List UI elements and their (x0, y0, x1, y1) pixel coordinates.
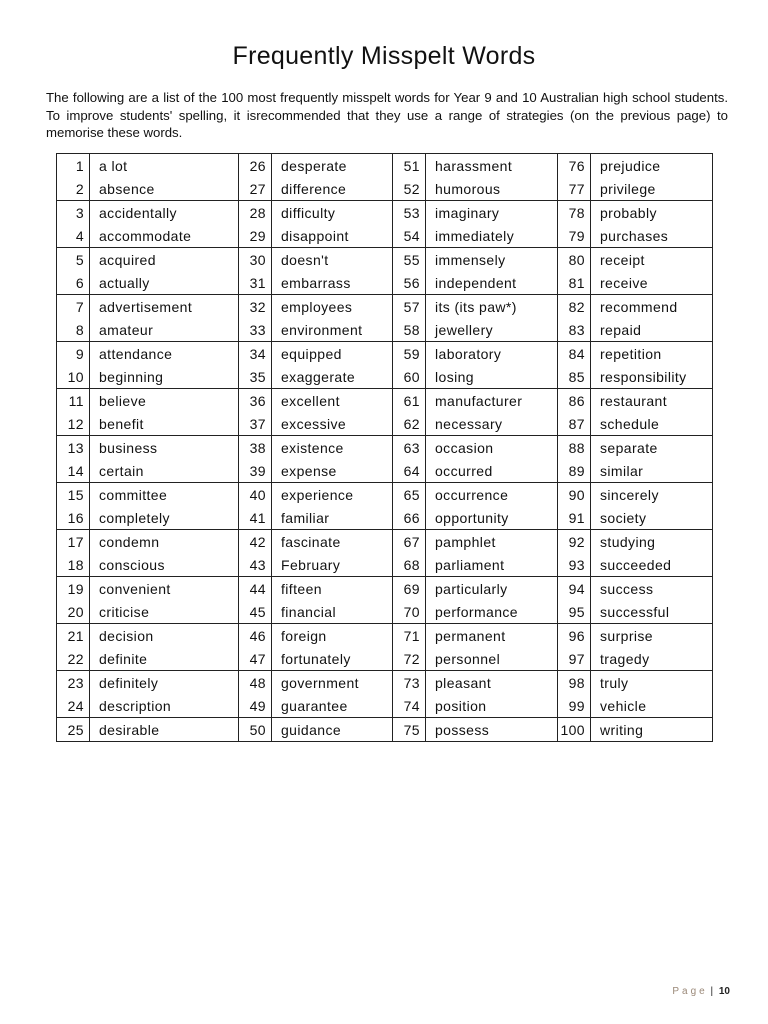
table-row (57, 342, 713, 366)
word-cell: writing (591, 718, 713, 742)
word-cell: successful (591, 600, 713, 624)
word-cell: business (90, 436, 239, 460)
word-cell: vehicle (591, 694, 713, 718)
word-cell: completely (90, 506, 239, 530)
table-row (57, 647, 713, 671)
word-cell: studying (591, 530, 713, 554)
word-number: 35 (239, 365, 272, 389)
word-cell: occurred (426, 459, 558, 483)
word-number: 22 (57, 647, 90, 671)
word-number: 3 (57, 201, 90, 225)
table-row (57, 224, 713, 248)
word-number: 12 (57, 412, 90, 436)
word-cell: receipt (591, 248, 713, 272)
table-row (57, 248, 713, 272)
word-cell: fascinate (272, 530, 393, 554)
word-number: 96 (558, 624, 591, 648)
word-number: 29 (239, 224, 272, 248)
word-number: 2 (57, 177, 90, 201)
word-number: 7 (57, 295, 90, 319)
word-number: 18 (57, 553, 90, 577)
word-cell: responsibility (591, 365, 713, 389)
word-cell: convenient (90, 577, 239, 601)
word-number: 26 (239, 154, 272, 178)
table-row (57, 624, 713, 648)
word-cell: immensely (426, 248, 558, 272)
word-number: 58 (393, 318, 426, 342)
table-row (57, 201, 713, 225)
word-number: 14 (57, 459, 90, 483)
word-number: 69 (393, 577, 426, 601)
word-number: 94 (558, 577, 591, 601)
word-cell: losing (426, 365, 558, 389)
table-body (57, 154, 713, 742)
word-number: 56 (393, 271, 426, 295)
word-cell: difference (272, 177, 393, 201)
word-cell: accommodate (90, 224, 239, 248)
word-number: 46 (239, 624, 272, 648)
word-cell: similar (591, 459, 713, 483)
word-cell: purchases (591, 224, 713, 248)
word-cell: criticise (90, 600, 239, 624)
table-row (57, 694, 713, 718)
word-number: 16 (57, 506, 90, 530)
word-cell: guidance (272, 718, 393, 742)
word-cell: definite (90, 647, 239, 671)
word-number: 1 (57, 154, 90, 178)
word-number: 19 (57, 577, 90, 601)
word-number: 33 (239, 318, 272, 342)
word-cell: accidentally (90, 201, 239, 225)
table-row (57, 389, 713, 413)
word-cell: tragedy (591, 647, 713, 671)
word-number: 42 (239, 530, 272, 554)
word-cell: immediately (426, 224, 558, 248)
word-cell: guarantee (272, 694, 393, 718)
word-number: 53 (393, 201, 426, 225)
word-number: 11 (57, 389, 90, 413)
word-number: 97 (558, 647, 591, 671)
word-number: 64 (393, 459, 426, 483)
word-cell: existence (272, 436, 393, 460)
word-number: 45 (239, 600, 272, 624)
word-cell: description (90, 694, 239, 718)
word-number: 72 (393, 647, 426, 671)
word-cell: certain (90, 459, 239, 483)
word-cell: independent (426, 271, 558, 295)
word-cell: environment (272, 318, 393, 342)
word-number: 4 (57, 224, 90, 248)
word-number: 73 (393, 671, 426, 695)
word-number: 40 (239, 483, 272, 507)
word-number: 34 (239, 342, 272, 366)
word-cell: its (its paw*) (426, 295, 558, 319)
table-row (57, 365, 713, 389)
word-number: 50 (239, 718, 272, 742)
word-cell: desirable (90, 718, 239, 742)
word-number: 31 (239, 271, 272, 295)
word-number: 9 (57, 342, 90, 366)
word-number: 75 (393, 718, 426, 742)
word-cell: fortunately (272, 647, 393, 671)
table-row (57, 177, 713, 201)
word-cell: advertisement (90, 295, 239, 319)
word-cell: surprise (591, 624, 713, 648)
table-row (57, 412, 713, 436)
word-number: 39 (239, 459, 272, 483)
page-label: Page (672, 986, 708, 997)
word-number: 10 (57, 365, 90, 389)
word-cell: benefit (90, 412, 239, 436)
word-cell: absence (90, 177, 239, 201)
word-cell: disappoint (272, 224, 393, 248)
word-cell: pleasant (426, 671, 558, 695)
word-cell: performance (426, 600, 558, 624)
word-number: 90 (558, 483, 591, 507)
word-number: 30 (239, 248, 272, 272)
word-cell: expense (272, 459, 393, 483)
word-number: 95 (558, 600, 591, 624)
word-cell: sincerely (591, 483, 713, 507)
intro-paragraph: The following are a list of the 100 most frequently misspelt words for Year 9 and 10 Australian high school students. To improve students' spelling, it isrecommended that they use a range of strategies (on the previous page) to memorise these words. (46, 90, 728, 140)
word-cell: jewellery (426, 318, 558, 342)
word-cell: personnel (426, 647, 558, 671)
page-number: 10 (718, 986, 730, 997)
word-cell: society (591, 506, 713, 530)
word-cell: believe (90, 389, 239, 413)
word-number: 91 (558, 506, 591, 530)
word-number: 85 (558, 365, 591, 389)
word-number: 49 (239, 694, 272, 718)
word-number: 20 (57, 600, 90, 624)
word-number: 54 (393, 224, 426, 248)
word-number: 99 (558, 694, 591, 718)
word-cell: foreign (272, 624, 393, 648)
word-cell: success (591, 577, 713, 601)
word-number: 89 (558, 459, 591, 483)
word-number: 83 (558, 318, 591, 342)
word-number: 100 (558, 718, 591, 742)
footer-separator: | (710, 986, 714, 997)
word-number: 32 (239, 295, 272, 319)
word-number: 57 (393, 295, 426, 319)
word-cell: restaurant (591, 389, 713, 413)
word-number: 51 (393, 154, 426, 178)
word-number: 79 (558, 224, 591, 248)
word-number: 41 (239, 506, 272, 530)
word-number: 59 (393, 342, 426, 366)
word-cell: excessive (272, 412, 393, 436)
table-row (57, 553, 713, 577)
word-cell: equipped (272, 342, 393, 366)
word-number: 15 (57, 483, 90, 507)
word-cell: exaggerate (272, 365, 393, 389)
word-cell: separate (591, 436, 713, 460)
word-number: 25 (57, 718, 90, 742)
table-row (57, 671, 713, 695)
word-cell: government (272, 671, 393, 695)
table-row (57, 318, 713, 342)
word-number: 48 (239, 671, 272, 695)
word-number: 27 (239, 177, 272, 201)
word-number: 60 (393, 365, 426, 389)
word-cell: possess (426, 718, 558, 742)
word-cell: decision (90, 624, 239, 648)
word-cell: imaginary (426, 201, 558, 225)
word-number: 47 (239, 647, 272, 671)
word-number: 74 (393, 694, 426, 718)
word-cell: receive (591, 271, 713, 295)
table-row (57, 436, 713, 460)
word-number: 13 (57, 436, 90, 460)
word-number: 77 (558, 177, 591, 201)
word-number: 86 (558, 389, 591, 413)
table-row (57, 506, 713, 530)
word-number: 44 (239, 577, 272, 601)
word-number: 21 (57, 624, 90, 648)
word-cell: repetition (591, 342, 713, 366)
table-row (57, 600, 713, 624)
word-number: 87 (558, 412, 591, 436)
word-number: 78 (558, 201, 591, 225)
word-number: 24 (57, 694, 90, 718)
table-row (57, 154, 713, 178)
word-cell: schedule (591, 412, 713, 436)
word-cell: recommend (591, 295, 713, 319)
word-cell: harassment (426, 154, 558, 178)
word-number: 23 (57, 671, 90, 695)
word-number: 71 (393, 624, 426, 648)
word-cell: manufacturer (426, 389, 558, 413)
word-number: 62 (393, 412, 426, 436)
word-cell: condemn (90, 530, 239, 554)
page-title: Frequently Misspelt Words (232, 42, 536, 70)
word-cell: actually (90, 271, 239, 295)
word-cell: laboratory (426, 342, 558, 366)
word-number: 36 (239, 389, 272, 413)
word-cell: desperate (272, 154, 393, 178)
word-cell: attendance (90, 342, 239, 366)
page-footer (672, 986, 730, 997)
word-cell: doesn't (272, 248, 393, 272)
table-row (57, 530, 713, 554)
word-cell: definitely (90, 671, 239, 695)
word-number: 5 (57, 248, 90, 272)
misspelt-words-table (56, 153, 713, 742)
word-cell: beginning (90, 365, 239, 389)
table-row (57, 577, 713, 601)
word-number: 52 (393, 177, 426, 201)
word-number: 82 (558, 295, 591, 319)
word-cell: permanent (426, 624, 558, 648)
word-cell: succeeded (591, 553, 713, 577)
word-cell: occurrence (426, 483, 558, 507)
word-number: 61 (393, 389, 426, 413)
word-cell: acquired (90, 248, 239, 272)
word-number: 66 (393, 506, 426, 530)
word-number: 76 (558, 154, 591, 178)
word-number: 6 (57, 271, 90, 295)
table-row (57, 483, 713, 507)
table-row (57, 295, 713, 319)
word-cell: a lot (90, 154, 239, 178)
word-number: 38 (239, 436, 272, 460)
word-number: 8 (57, 318, 90, 342)
word-cell: prejudice (591, 154, 713, 178)
word-cell: occasion (426, 436, 558, 460)
word-number: 80 (558, 248, 591, 272)
word-number: 37 (239, 412, 272, 436)
word-number: 63 (393, 436, 426, 460)
word-cell: financial (272, 600, 393, 624)
word-number: 98 (558, 671, 591, 695)
word-number: 28 (239, 201, 272, 225)
word-cell: difficulty (272, 201, 393, 225)
word-cell: necessary (426, 412, 558, 436)
word-number: 68 (393, 553, 426, 577)
word-cell: committee (90, 483, 239, 507)
word-cell: fifteen (272, 577, 393, 601)
word-number: 65 (393, 483, 426, 507)
word-cell: embarrass (272, 271, 393, 295)
word-number: 84 (558, 342, 591, 366)
word-number: 92 (558, 530, 591, 554)
word-cell: February (272, 553, 393, 577)
word-cell: privilege (591, 177, 713, 201)
word-cell: conscious (90, 553, 239, 577)
word-cell: familiar (272, 506, 393, 530)
word-cell: parliament (426, 553, 558, 577)
table-row (57, 718, 713, 742)
word-cell: employees (272, 295, 393, 319)
word-number: 55 (393, 248, 426, 272)
word-cell: excellent (272, 389, 393, 413)
word-cell: truly (591, 671, 713, 695)
word-cell: amateur (90, 318, 239, 342)
word-cell: particularly (426, 577, 558, 601)
word-number: 93 (558, 553, 591, 577)
word-number: 88 (558, 436, 591, 460)
word-number: 17 (57, 530, 90, 554)
word-cell: pamphlet (426, 530, 558, 554)
word-cell: position (426, 694, 558, 718)
word-number: 43 (239, 553, 272, 577)
table-row (57, 459, 713, 483)
table-row (57, 271, 713, 295)
word-cell: humorous (426, 177, 558, 201)
word-cell: experience (272, 483, 393, 507)
word-cell: opportunity (426, 506, 558, 530)
word-number: 81 (558, 271, 591, 295)
word-cell: repaid (591, 318, 713, 342)
word-number: 70 (393, 600, 426, 624)
word-cell: probably (591, 201, 713, 225)
word-number: 67 (393, 530, 426, 554)
